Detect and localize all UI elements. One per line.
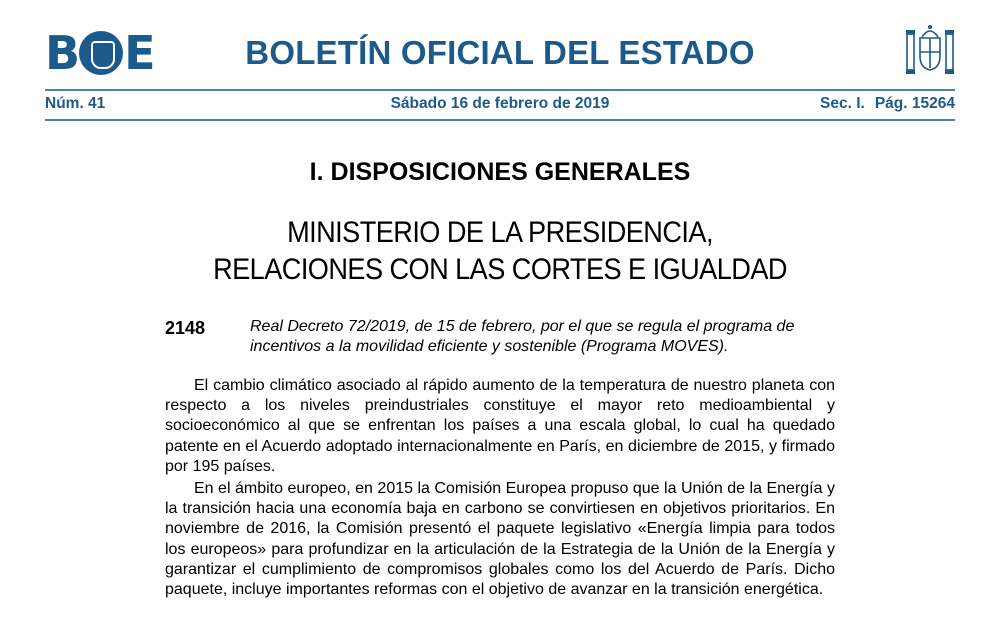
section-label: Sec. I. <box>820 95 865 112</box>
entry-number: 2148 <box>165 318 206 338</box>
issue-date: Sábado 16 de febrero de 2019 <box>390 95 610 112</box>
header-info-row <box>45 95 955 113</box>
ministry-heading <box>40 214 960 288</box>
paragraph: En el ámbito europeo, en 2015 la Comisión Europea propuso que la Unión de la Energía y la transición hacia una economía baja en carbono se convirtiesen en objetivos prioritarios. En noviembre de 2016, la Comisión presentó el paquete legislativo «Energía limpia para todos los europeos» para profundizar en la articulación de la Estrategia de la Unión de la Energía y garantizar el cumplimiento de compromisos globales como los del Acuerdo de París. Dicho paquete, incluye importantes reformas con el objetivo de avanzar en la transición energética. <box>165 480 835 599</box>
issue-number: Núm. 41 <box>45 95 106 112</box>
boe-logo: B E <box>45 26 154 80</box>
section-title: I. DISPOSICIONES GENERALES <box>309 158 691 186</box>
header-bottom-rule <box>45 119 955 121</box>
entry-title: Real Decreto 72/2019, de 15 de febrero, por el que se regula el programa de incentivos a la movilidad eficiente y sostenible (Programa MOVES). <box>250 318 795 355</box>
document-body <box>165 376 835 602</box>
section-page <box>820 95 955 113</box>
header-top-rule <box>45 89 955 91</box>
publication-title: BOLETÍN OFICIAL DEL ESTADO <box>245 34 755 71</box>
ministry-line-1: MINISTERIO DE LA PRESIDENCIA, <box>287 216 713 249</box>
ministry-line-2: RELACIONES CON LAS CORTES E IGUALDAD <box>213 253 787 286</box>
coat-of-arms-icon <box>904 24 956 78</box>
page-number: Pág. 15264 <box>874 95 955 112</box>
paragraph: El cambio climático asociado al rápido aumento de la temperatura de nuestro planeta con respecto a los niveles preindustriales constituye el mayor reto medioambiental y socioeconómico al que se enfrentan los países a una escala global, lo cual ha quedado patente en el Acuerdo adoptado internacionalmente en París, en diciembre de 2015, y firmado por 195 países. <box>165 377 835 475</box>
